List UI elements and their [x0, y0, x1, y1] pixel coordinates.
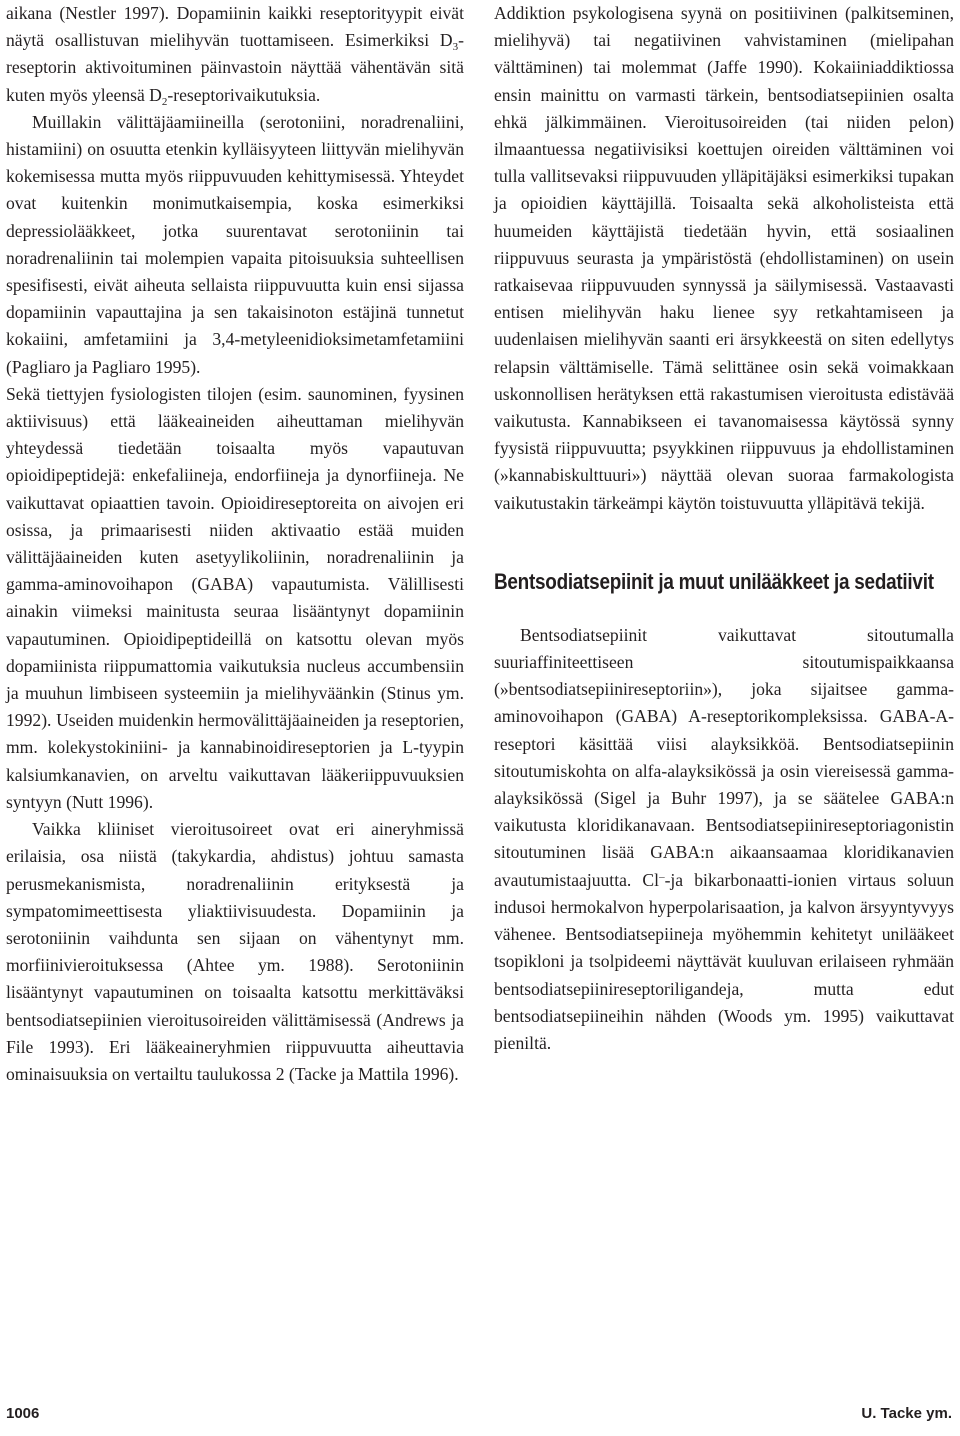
paragraph-text: -reseptorin aktivoituminen päinvastoin näyttää vähentävän sitä kuten myös yleensä D [6, 30, 464, 105]
paragraph-text: -reseptorivaikutuksia. [167, 84, 321, 105]
paragraph-amines: Muillakin välittäjäamiineilla (serotoniini, noradrenaliini, histamiini) on osuutta etenkin kylläisyyteen liittyvän mielihyvän kokemisessa mutta myös riippuvuuden kehittymisessä. Yhteydet ovat kuitenkin monimutkaisempia, koska esimerkiksi depressiolääkkeet, jotka suurentavat serotoniinin tai noradrenaliinin tai molempien vapaita pitoisuuksia suhteellisen spesifisesti, eivät aiheuta sellaista riippuvuutta kuin ensi sijassa dopamiinin vapauttajina ja sen takaisinoton estäjinä tunnetut kokaiini, amfetamiini ja 3,4-metyleenidioksimetamfetamiini (Pagliaro ja Pagliaro 1995). [6, 111, 464, 377]
paragraph-addiction-psychology: Addiktion psykologisena syynä on positiivinen (palkitseminen, mielihyvä) tai negatiivinen vahvistaminen (mielipahan välttäminen) tai molemmat (Jaffe 1990). Kokaiiniaddiktiossa ensin mainittu on varmasti tärkein, bentsodiatsepiinien osalta ehkä jälkimmäinen. Vieroitusoireiden (tai niiden pelon) ilmaantuessa negatiivisiksi koettujen oireiden välttäminen voi tulla vallitsevaksi riippuvuuden ylläpitäjäksi esimerkiksi tupakan ja opioidien käyttäjillä. Toisaalta sekä alkoholisteista että huumeiden käyttäjistä tiedetään hyvin, että sosiaalinen riippuvuus seurasta ja ympäristöstä (ehdollistaminen) on usein ratkaisevaa riippuvuuden synnyssä ja säilymisessä. Vastaavasti entisen mielihyvän haku lienee syy retkahtamiseen ja uudenlaisen mielihyvän saanti eri ärsykkeestä on siten edellytys relapsin välttämiselle. Tämä selittänee osin sekä voimakkaan uskonnollisen herätyksen että rakastumisen vieroitusta edistävää vaikutusta. Kannabikseen ei tavanomaisessa käytössä synny fyysistä riippuvuutta; psyykkinen riippuvuus ja ehdollistaminen (»kannabiskulttuuri») näyttää olevan suoraa farmakologista vaikutustakin tärkeämpi käytön toistuvuutta ylläpitävä tekijä. [494, 3, 954, 513]
paragraph-text: Bentsodiatsepiinit vaikuttavat sitoutumalla suuriaffiniteettiseen sitoutumispaikkaansa (»bentsodiatsepiinireseptoriin»), joka sijaitsee gamma-aminovoihapon (GABA) A-reseptorikompleksissa. GABA-A-reseptori käsittää viisi alayksikköä. Bentsodiatsepiinin sitoutumiskohta on alfa-alayksikössä ja osin viereisessä gamma-alayksikössä (Sigel ja Buhr 1997), ja se säätelee GABA:n vaikutusta kloridikanavaan. Bentsodiatsepiinireseptoriagonistin sitoutuminen lisää GABA:n aikaansaamaa kloridikanavien avautumistaajuutta. Cl [494, 624, 954, 890]
paragraph-benzodiazepines [494, 622, 954, 1057]
subscript: 3 [452, 41, 459, 54]
right-column [494, 0, 954, 1057]
paragraph-opioid-peptides: Sekä tiettyjen fysiologisten tilojen (esim. saunominen, fyysinen aktiivisuus) että lääkeaineiden aiheuttaman mielihyvän yhteydessä tiedetään toisaalta myös vapautuvan opioidipeptidejä: enkefaliineja, endorfiineja ja dynorfiineja. Ne vaikuttavat opiaattien tavoin. Opioidireseptoreita on aivojen eri osissa, ja primaarisesti niiden aktivaatio estää muiden välittäjäaineiden kuten asetyylikoliinin, noradrenaliinin ja gamma-aminovoihapon (GABA) vapautumista. Välillisesti ainakin viimeksi mainitusta seuraa lisääntynyt dopamiinin vapautuminen. Opioidipeptideillä on katsottu olevan myös dopamiinista riippumattomia vaikutuksia nucleus accumbensiin ja muuhun limbiseen systeemiin ja mielihyväänkin (Stinus ym. 1992). Useiden muidenkin hermovälittäjäaineiden ja reseptorien, mm. kolekystokiniini- ja kannabinoidireseptorien ja L-tyypin kalsiumkanavien, on arveltu vaikuttavan lääkeriippuvuuksien syntyyn (Nutt 1996). [6, 383, 464, 812]
page-footer [0, 1405, 960, 1429]
left-column [6, 0, 464, 1088]
running-author: U. Tacke ym. [861, 1405, 952, 1422]
superscript: – [659, 870, 665, 883]
paragraph-dopamine-receptors [6, 0, 464, 109]
paragraph-text: -ja bikarbonaatti-ionien virtaus soluun indusoi hermokalvon hyperpolarisaation, ja kalvon ärsyyntyvyys vähenee. Bentsodiatsepiineja myöhemmin kehitetyt unilääkeet tsopikloni ja tsolpideemi näyttävät kuuluvan erilaiseen ryhmään bentsodiatsepiinireseptoriligandeja, mutta edut bentsodiatsepiineihin nähden (Woods ym. 1995) vaikuttavat pieniltä. [494, 869, 955, 1053]
subscript: 2 [161, 95, 168, 108]
section-heading: Bentsodiatsepiinit ja muut unilääkkeet ja sedatiivit [494, 568, 934, 594]
paragraph-text: aikana (Nestler 1997). Dopamiinin kaikki reseptorityypit eivät näytä osallistuvan mielihyvän tuottamiseen. Esimerkiksi D [6, 3, 464, 51]
page-number: 1006 [6, 1405, 40, 1422]
paragraph-withdrawal: Vaikka kliiniset vieroitusoireet ovat eri aineryhmissä erilaisia, osa niistä (takykardia, ahdistus) johtuu samasta perusmekanismista, noradrenaliinin erityksestä ja sympatomimeettisesta yliaktiivisuudesta. Dopamiinin ja serotoniinin vaihdunta sen sijaan on vähentynyt mm. morfiinivieroituksessa (Ahtee ym. 1988). Serotoniinin lisääntynyt vapautuminen on toisaalta katsottu merkittäväksi bentsodiatsepiinien vieroitusoireiden välittämisessä (Andrews ja File 1993). Eri lääkeaineryhmien riippuvuutta aiheuttavia ominaisuuksia on vertailtu taulukossa 2 (Tacke ja Mattila 1996). [6, 819, 464, 1084]
